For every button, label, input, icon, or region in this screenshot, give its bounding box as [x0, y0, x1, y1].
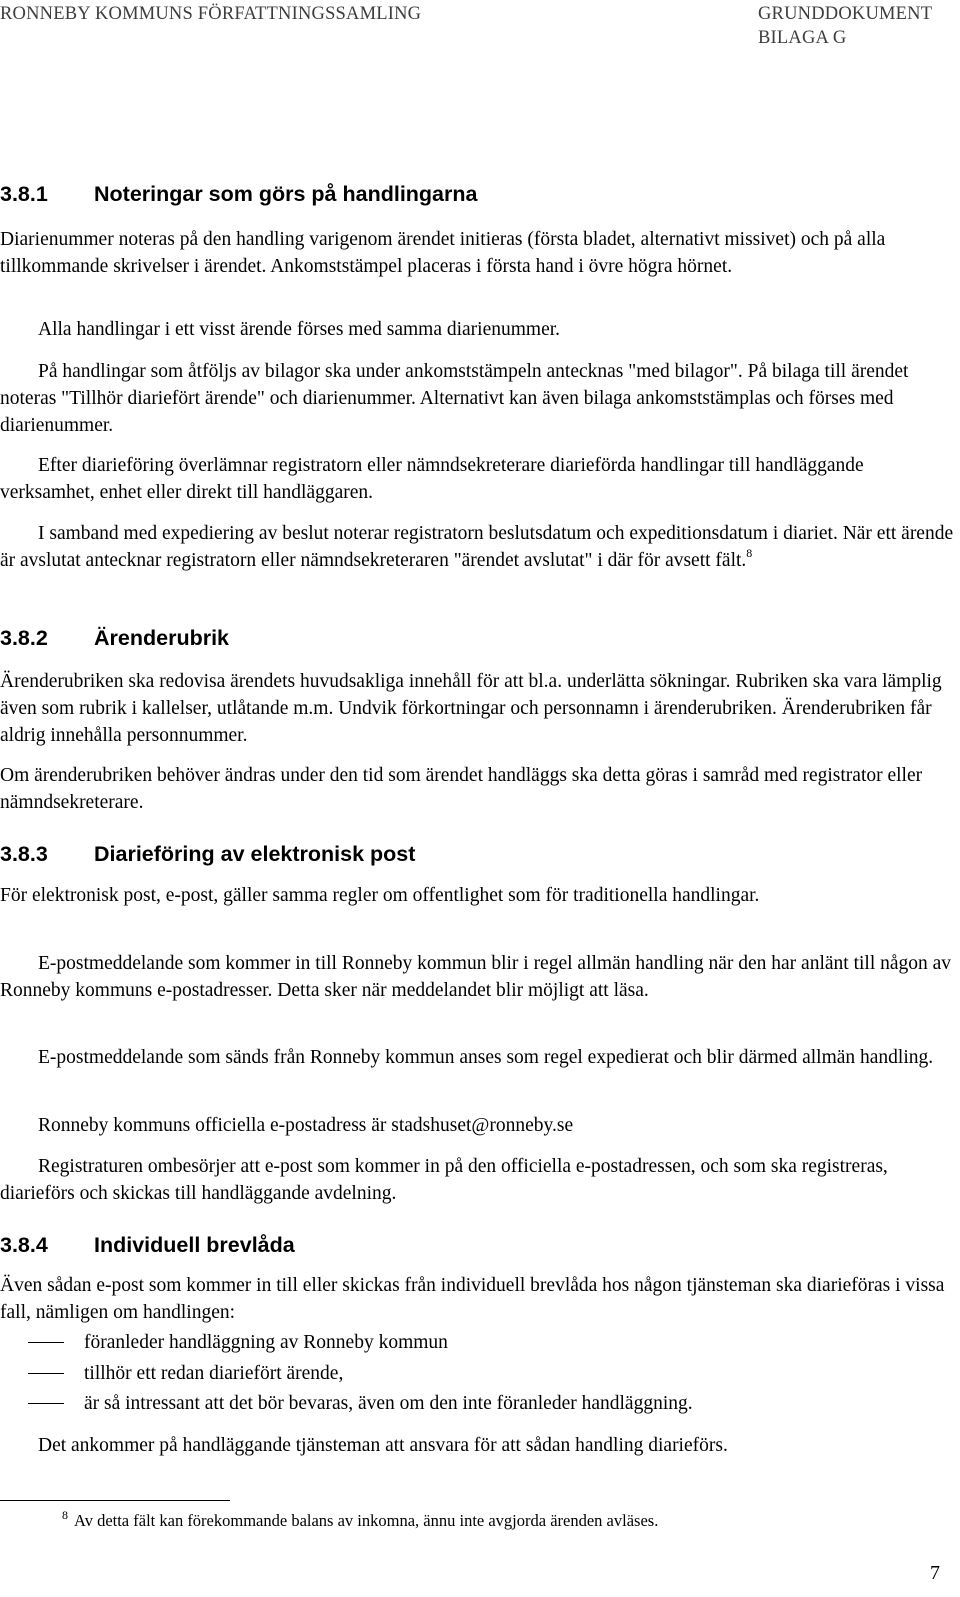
section-title: Noteringar som görs på handlingarna — [94, 182, 478, 206]
paragraph: E-postmeddelande som sänds från Ronneby kommun anses som regel expedierat och blir därmed allmän handling. — [38, 1047, 934, 1068]
footnote-separator — [0, 1500, 230, 1501]
section-number: 3.8.4 — [0, 1233, 48, 1257]
paragraph: På handlingar som åtföljs av bilagor ska under ankomststämpeln antecknas "med bilagor". På bilaga till ärendet noteras "Tillhör diariefört ärende" och diarienummer. Alternativt kan även bilaga ankomststämplas och förses med diarienummer. — [0, 361, 909, 437]
section-title: Individuell brevlåda — [94, 1233, 295, 1257]
running-header-left: RONNEBY KOMMUNS FÖRFATTNINGSSAMLING — [0, 4, 422, 24]
dash-bullet-icon — [28, 1403, 64, 1404]
section-heading-3-8-4 — [0, 1233, 295, 1258]
list-item — [28, 1329, 448, 1356]
paragraph: Det ankommer på handläggande tjänsteman att ansvara för att sådan handling diarieförs. — [38, 1435, 728, 1456]
footnote-number: 8 — [62, 1508, 68, 1522]
section-number: 3.8.3 — [0, 842, 48, 866]
paragraph: Även sådan e-post som kommer in till eller skickas från individuell brevlåda hos någon tjänsteman ska diarieföras i vissa fall, nämligen om handlingen: — [0, 1275, 945, 1324]
paragraph: Alla handlingar i ett visst ärende förses med samma diarienummer. — [38, 319, 561, 340]
list-item-text: föranleder handläggning av Ronneby kommun — [84, 1332, 448, 1353]
list-item — [28, 1390, 693, 1417]
paragraph: För elektronisk post, e-post, gäller samma regler om offentlighet som för traditionella handlingar. — [0, 885, 760, 906]
paragraph: Efter diarieföring överlämnar registratorn eller nämndsekreterare diarieförda handlingar till handläggande verksamhet, enhet eller direkt till handläggaren. — [0, 455, 864, 504]
section-number: 3.8.1 — [0, 182, 48, 206]
page-number: 7 — [930, 1562, 940, 1584]
paragraph-text: I samband med expediering av beslut noterar registratorn beslutsdatum och expeditionsdatum i diariet. När ett ärende är avslutat antecknar registratorn eller nämndsekreteraren "ärendet avslutat" i där för avsett fält. — [0, 523, 954, 572]
paragraph: Diarienummer noteras på den handling varigenom ärendet initieras (första bladet, alternativt missivet) och på alla tillkommande skrivelser i ärendet. Ankomststämpel placeras i första hand i övre högra hörnet. — [0, 229, 886, 278]
list-item — [28, 1360, 343, 1387]
section-number: 3.8.2 — [0, 626, 48, 650]
paragraph: Om ärenderubriken behöver ändras under den tid som ärendet handläggs ska detta göras i samråd med registrator eller nämndsekreterare. — [0, 765, 923, 814]
header-right-line-1: GRUNDDOKUMENT — [758, 4, 933, 24]
paragraph: Ärenderubriken ska redovisa ärendets huvudsakliga innehåll för att bl.a. underlätta sökningar. Rubriken ska vara lämplig även som rubrik i kallelser, utlåtande m.m. Undvik förkortningar och personnamn i ärenderubriken. Ärenderubriken får aldrig innehålla personnummer. — [0, 671, 942, 747]
dash-bullet-icon — [28, 1342, 64, 1343]
section-title: Diarieföring av elektronisk post — [94, 842, 416, 866]
running-header-right — [758, 2, 932, 50]
footnote — [62, 1508, 659, 1531]
list-item-text: tillhör ett redan diariefört ärende, — [84, 1363, 344, 1384]
header-right-line-2: BILAGA G — [758, 28, 847, 48]
paragraph — [0, 520, 958, 574]
paragraph: E-postmeddelande som kommer in till Ronneby kommun blir i regel allmän handling när den har anlänt till någon av Ronneby kommuns e-postadresser. Detta sker när meddelandet blir möjligt att läsa. — [0, 953, 952, 1002]
paragraph: Registraturen ombesörjer att e-post som kommer in på den officiella e-postadressen, och som ska registreras, diarieförs och skickas till handläggande avdelning. — [0, 1156, 888, 1205]
footnote-reference[interactable]: 8 — [746, 546, 753, 561]
dash-bullet-icon — [28, 1373, 64, 1374]
section-heading-3-8-1 — [0, 182, 477, 207]
section-heading-3-8-3 — [0, 842, 415, 867]
list-item-text: är så intressant att det bör bevaras, även om den inte föranleder handläggning. — [84, 1393, 693, 1414]
footnote-text: Av detta fält kan förekommande balans av inkomna, ännu inte avgjorda ärenden avläses. — [74, 1511, 659, 1530]
section-heading-3-8-2 — [0, 626, 229, 651]
paragraph: Ronneby kommuns officiella e-postadress är stadshuset@ronneby.se — [38, 1115, 574, 1136]
section-title: Ärenderubrik — [94, 626, 230, 650]
